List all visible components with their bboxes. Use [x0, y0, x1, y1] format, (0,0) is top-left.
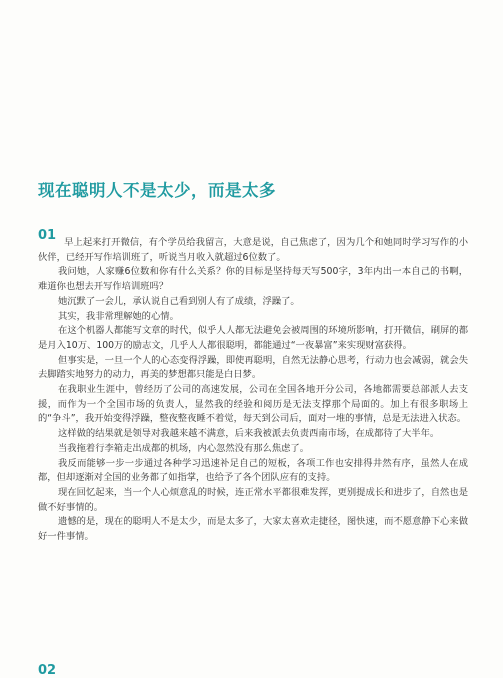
section-01	[38, 226, 468, 545]
paragraph: 现在回忆起来，当一个人心烦意乱的时候，连正常水平都很难发挥，更别提成长和进步了，自然也是做不好事情的。	[38, 486, 468, 513]
next-section-number: 02	[38, 663, 57, 678]
paragraph: 早上起来打开微信，有个学员给我留言，大意是说，自己焦虑了，因为几个和她同时学习写作的小伙伴，已经开写作培训班了，听说当月收入就超过6位数了。	[38, 237, 468, 263]
paragraph: 在这个机器人都能写文章的时代，似乎人人都无法避免会被周围的环境所影响，打开微信，刷屏的都是月入10万、100万的励志文，几乎人人都很聪明，都能通过“一夜暴富”来实现财富获得。	[38, 325, 468, 351]
chapter-title: 现在聪明人不是太少，而是太多	[38, 181, 276, 200]
paragraph: 但事实是，一旦一个人的心态变得浮躁，即使再聪明，自然无法静心思考，行动力也会减弱，就会失去脚踏实地努力的动力，再美的梦想都只能是白日梦。	[38, 354, 468, 381]
paragraph: 这样做的结果就是领导对我越来越不满意，后来我被派去负责西南市场，在成都待了大半年。	[58, 428, 440, 440]
paragraph: 其实，我非常理解她的心情。	[58, 310, 179, 322]
paragraph: 当我拖着行李箱走出成都的机场，内心忽然没有那么焦虑了。	[58, 442, 310, 454]
paragraph: 我反而能够一步一步通过各种学习迅速补足自己的短板，各项工作也安排得井然有序，虽然人在成都，但却逐渐对全国的业务都了如指掌，也给予了各个团队应有的支持。	[38, 457, 468, 484]
section-number: 01	[38, 228, 57, 243]
paragraph: 遗憾的是，现在的聪明人不是太少，而是太多了，大家太喜欢走捷径，图快速，而不愿意静下心来做好一件事情。	[38, 516, 468, 543]
paragraph: 我问她，人家赚6位数和你有什么关系？你的目标是坚持每天写500字，3年内出一本自己的书啊，难道你也想去开写作培训班吗？	[38, 266, 468, 293]
paragraph: 她沉默了一会儿，承认说自己看到别人有了成绩，浮躁了。	[58, 295, 300, 307]
paragraph: 在我职业生涯中，曾经历了公司的高速发展，公司在全国各地开分公司，各地都需要总部派人去支援，而作为一个全国市场的负责人，显然我的经验和阅历是无法支撑那个局面的。加上有很多职场上的“争斗”，我开始变得浮躁，整夜整夜睡不着觉，每天到公司后，面对一堆的事情，总是无法进入状态。	[38, 384, 468, 425]
